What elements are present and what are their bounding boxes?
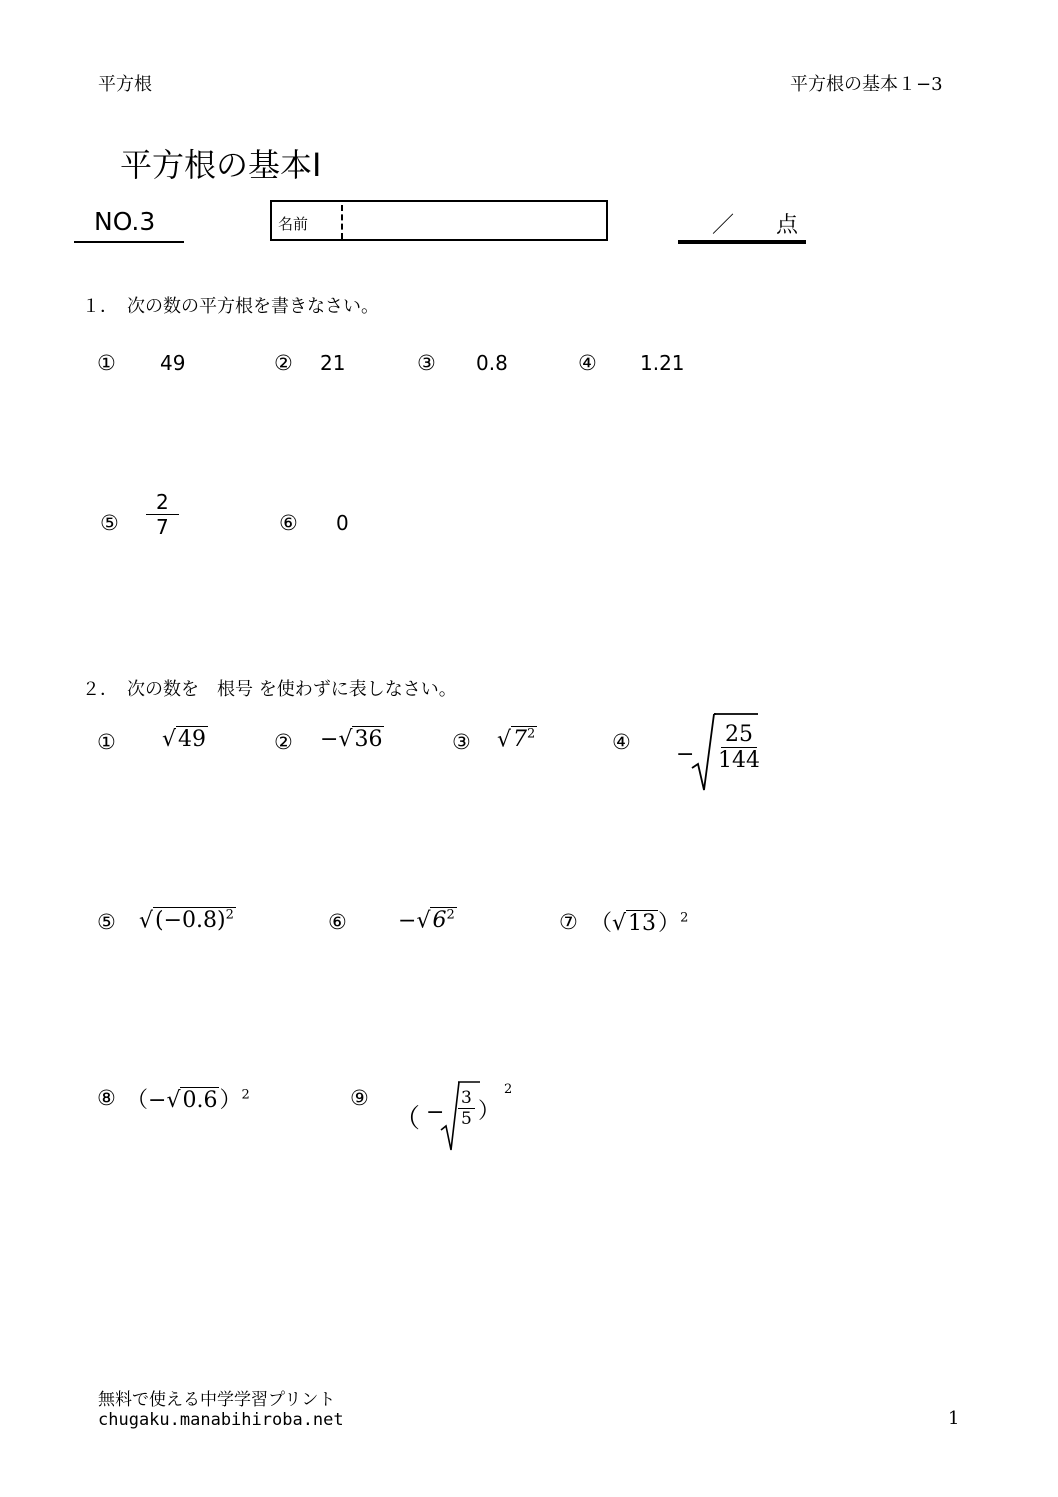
page-title: 平方根の基本Ⅰ — [120, 146, 322, 184]
score-slash: ／ — [712, 213, 735, 238]
q2-expr-7: $(√13)^2$ — [590, 910, 689, 936]
header-right: 平方根の基本１−3 — [790, 74, 943, 95]
q2-expr-3: $√7^2$ — [497, 727, 536, 753]
q2-expr-8: $(-√0.6)^2$ — [126, 1087, 250, 1113]
fraction — [458, 1088, 475, 1129]
radicand — [511, 726, 537, 752]
q1-instruction: １． 次の数の平方根を書きなさい。 — [82, 296, 379, 317]
denominator: 5 — [461, 1109, 472, 1129]
sign: − — [148, 1088, 167, 1113]
footer-line1: 無料で使える中学学習プリント — [98, 1390, 336, 1410]
radicand: 36 — [354, 727, 383, 752]
q1-mark-4: ④ — [578, 351, 597, 375]
numerator: 25 — [721, 722, 757, 748]
q2-mark-1: ① — [97, 730, 116, 754]
name-label: 名前 — [278, 215, 309, 233]
denominator: 7 — [156, 515, 169, 539]
q1-value-1: 49 — [160, 351, 186, 375]
denominator: 144 — [718, 748, 760, 773]
exponent: 2 — [680, 910, 689, 926]
q2-mark-9: ⑨ — [350, 1086, 369, 1110]
q1-value-4: 1.21 — [640, 351, 685, 375]
q2-mark-7: ⑦ — [559, 910, 578, 934]
radicand: 0.6 — [182, 1088, 218, 1113]
sign: − — [398, 908, 417, 934]
exponent: 2 — [527, 727, 536, 742]
q1-mark-2: ② — [274, 351, 293, 375]
q2-mark-5: ⑤ — [97, 910, 116, 934]
numerator: 2 — [146, 490, 179, 515]
numerator: 3 — [458, 1088, 475, 1109]
exponent: 2 — [225, 908, 234, 923]
base: 7 — [513, 727, 528, 753]
name-box[interactable] — [270, 200, 608, 241]
q1-mark-6: ⑥ — [279, 511, 298, 535]
radicand: 49 — [178, 727, 207, 752]
base: (−0.8) — [155, 908, 226, 934]
radicand — [153, 907, 236, 933]
score-unit: 点 — [776, 213, 799, 238]
q1-mark-1: ① — [97, 351, 116, 375]
radical-vinculum — [714, 712, 758, 716]
base: 6 — [432, 908, 447, 934]
sheet-number: NO.3 — [94, 207, 156, 236]
close-paren: ） — [478, 1099, 501, 1124]
sign: − — [320, 727, 339, 752]
q1-mark-5: ⑤ — [100, 511, 119, 535]
q2-expr-1: √49 — [162, 727, 207, 752]
score-underline — [678, 240, 806, 244]
q1-value-2: 21 — [320, 351, 346, 375]
fraction — [714, 722, 764, 773]
q2-mark-4: ④ — [612, 730, 631, 754]
footer-url[interactable]: chugaku.manabihiroba.net — [98, 1410, 344, 1430]
q2-expr-9 — [394, 1080, 534, 1152]
q1-fraction-5 — [146, 490, 179, 539]
q1-mark-3: ③ — [417, 351, 436, 375]
exponent: 2 — [446, 908, 455, 923]
header-left: 平方根 — [98, 74, 152, 95]
number-underline — [74, 241, 184, 243]
exponent: 2 — [241, 1087, 250, 1103]
sign: − — [426, 1100, 445, 1125]
open-paren: （ — [590, 911, 613, 936]
q1-value-6: 0 — [336, 511, 349, 535]
q2-expr-5: $√(-0.8)^2$ — [139, 908, 234, 934]
name-divider — [341, 205, 343, 239]
radicand: 13 — [628, 911, 657, 936]
page-number: 1 — [948, 1408, 960, 1429]
radicand — [430, 907, 456, 933]
exponent: 2 — [504, 1082, 513, 1097]
radical-vinculum — [458, 1080, 480, 1084]
open-paren: （ — [394, 1104, 421, 1134]
sign: − — [676, 742, 695, 767]
close-paren: ） — [658, 911, 681, 936]
q2-expr-6: $-√6^2$ — [398, 908, 455, 934]
q2-expr-2: −√36 — [320, 727, 383, 752]
close-paren: ） — [219, 1088, 242, 1113]
radical-sign-icon — [440, 1080, 460, 1152]
radical-sign-icon — [690, 712, 716, 792]
q2-instruction: ２． 次の数を 根号 を使わずに表しなさい。 — [82, 679, 457, 700]
q2-mark-8: ⑧ — [97, 1086, 116, 1110]
q1-value-3: 0.8 — [476, 351, 508, 375]
q2-mark-2: ② — [274, 730, 293, 754]
q2-mark-3: ③ — [452, 730, 471, 754]
open-paren: （ — [126, 1088, 149, 1113]
q2-mark-6: ⑥ — [328, 910, 347, 934]
